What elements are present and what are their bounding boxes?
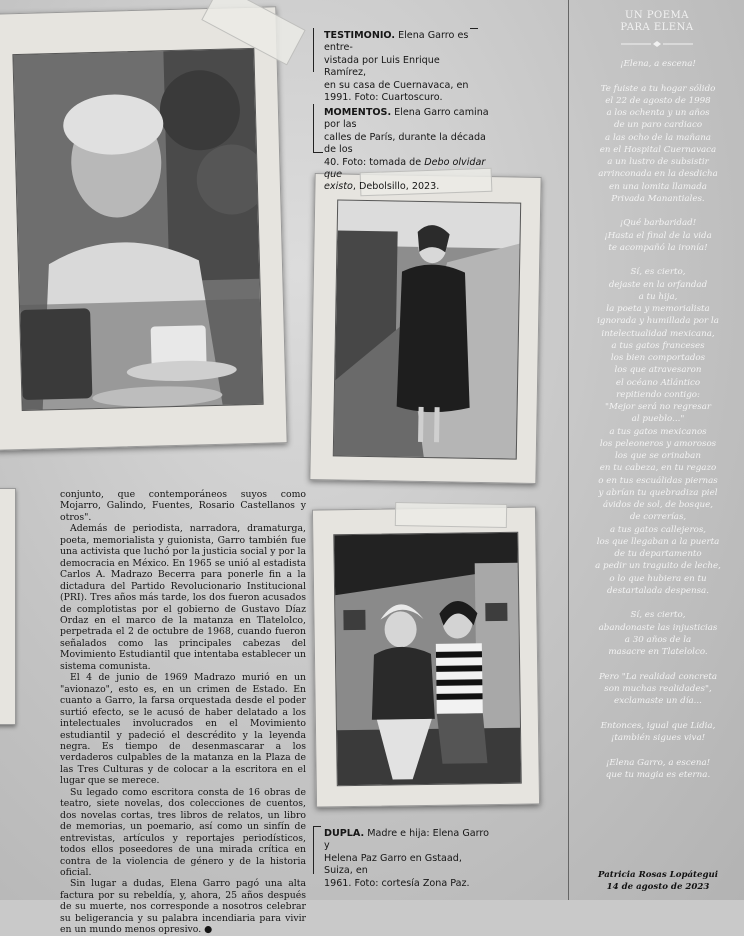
poem-line: arrinconada en la desdicha [598,169,718,180]
poem-line: o en tus escuálidas piernas [598,475,718,486]
poem-line: la poeta y memorialista [606,304,710,315]
poem-line: al pueblo..." [631,414,685,425]
caption-text: 1991. Foto: Cuartoscuro. [324,92,443,104]
poem-line: el 22 de agosto de 1998 [605,95,711,106]
caption-testimonio [324,30,484,104]
caption-dupla [324,828,489,890]
poem-stanza [573,757,743,782]
caption-text: 1961. Foto: cortesía Zona Paz. [324,877,470,889]
caption-text: Helena Paz Garro en Gstaad, Suiza, en [324,852,462,877]
caption-text: 40. Foto: tomada de [324,156,422,168]
article-paragraph: conjunto, que contemporáneos suyos como Mojarro, Galindo, Fuentes, Rosario Castellanos y otros". [60,489,306,523]
poem-stanza [573,217,743,254]
caption-text: Elena Garro camina por las [324,107,489,131]
poem-line: ignorada y humillada por la [597,316,719,327]
poem-line: Sí, es cierto, [630,267,686,278]
photo-elena-garro-walking-paris [333,199,521,459]
poem-title-line: UN POEMA [624,10,690,21]
poem-line: a 30 años de la [624,634,692,645]
article-paragraph: El 4 de junio de 1969 Madrazo murió en un "avionazo", esto es, en un crimen de Estado. En cuanto a Garro, la farsa orquestada desde el poder surtió efecto, se le acusó de haber delatado a los intelectuales involucrados en el Movimiento estudiantil y padeció el descrédito y la leyenda negra. Es tiempo de desenmascarar a los verdaderos culpables de la matanza en la Plaza de las Tres Culturas y de colocar a la escritora en el lugar que se merece. [60,672,306,787]
poem-line: que tu magia es eterna. [605,769,711,780]
poem-line: en el Hospital Cuernavaca [599,144,717,155]
photo-elena-garro-walking-paris-illustration [334,200,520,458]
poem-line: ¡Elena Garro, a escena! [605,757,711,768]
caption-rule [313,152,323,153]
article-paragraph: Su legado como escritora consta de 16 obras de teatro, siete novelas, dos colecciones de cuentos, dos novelas cortas, tres libros de relatos, un libro de memorias, un poemario, así como un sinfín de entrevistas, artículos y reportajes periodísticos, todos ellos poseedores de una mirada crítica en contra de la violencia de género y de la historia oficial. [60,786,306,878]
poem-line: los que atravesaron [614,365,702,376]
caption-book-title: Debo olvidar que [324,156,486,181]
poem-date: 14 de agosto de 2023 [606,881,710,892]
poem-line: ¡también sigues viva! [610,733,706,744]
poem-line: a tus gatos callejeros, [609,524,707,535]
poem-line: Pero "La realidad concreta [598,671,718,682]
poem-line: en tu cabeza, en tu regazo [599,463,717,474]
poem-line: ¡Hasta el final de la vida [604,230,712,241]
poem-line: y abrían tu quebradiza piel [598,487,718,498]
poem-line: repitiendo contigo: [616,389,700,400]
poem-line: Sí, es cierto, [630,610,686,621]
caption-text: Madre e hija: Elena Garro y [324,828,490,852]
poem-line: de correrías, [629,512,687,523]
poem-line: ávidos de sol, de bosque, [602,500,714,511]
poem-body [573,58,743,793]
poem-line: ¡Elena, a escena! [620,59,696,69]
poem-line: destartalada despensa. [607,585,709,596]
photo-elena-and-helena-paz-garro [333,532,522,787]
end-mark: ● [204,924,213,936]
photo-frame-dupla [312,506,540,807]
caption-text: Elena Garro es entre- [324,30,469,54]
poem-line: masacre en Tlatelolco. [608,647,708,658]
poem-line: o lo que hubiera en tu [609,573,707,584]
poem-title-line: PARA ELENA [620,22,694,33]
caption-momentos: MOMENTOS. Elena Garro camina por las calles de París, durante la década de los 40. Foto: tomada de Debo olvidar que existo, Debolsillo, 2023. [324,107,489,193]
poem-stanza [573,266,743,597]
poem-stanza [573,671,743,708]
poem-author: Patricia Rosas Lopátegui [597,870,719,880]
poem-line: el océano Atlántico [615,377,701,388]
photo-elena-garro-at-table-illustration [13,49,262,410]
photo-frame-testimonio [0,6,288,450]
article-body [60,489,306,936]
article-paragraph: Sin lugar a dudas, Elena Garro pagó una alta factura por su rebeldía, y, ahora, 25 años después de su muerte, nos corresponde a nosotros celebrar su beligerancia y su palabra incendiaria para vivir en un mundo menos opresivo. [60,878,306,936]
poem-line: a pedir un traguito de leche, [595,561,721,572]
poem-line: Entonces, igual que Lidia, [600,720,716,731]
caption-label: DUPLA. [324,828,365,839]
poem-line: son muchas realidades", [604,683,712,694]
poem-stanza [573,58,743,70]
caption-rule [313,28,314,72]
caption-rule [470,28,478,29]
caption-book-title: existo [324,181,353,193]
caption-rule [313,826,321,827]
photo-frame-momentos [309,173,541,484]
tape-strip [395,502,507,528]
article-paragraph: Además de periodista, narradora, dramaturga, poeta, memorialista y guionista, Garro también fue una activista que luchó por la justicia social y por la democracia en México. En 1965 se unió al estadista Carlos A. Madrazo Becerra para ponerle fin a la dictadura del Partido Revolucionario Institucional (PRI). Tres años más tarde, los dos fueron acusados de complotistas por el gobierno de Gustavo Díaz Ordaz en el marco de la matanza en Tlatelolco, perpetrada el 2 de octubre de 1968, cuando fueron señalados como las principales cabezas del Movimiento Estudiantil que intentaba establecer un sistema comunista. [60,523,306,672]
poem-line: exclamaste un día... [614,696,702,707]
poem-line: de un paro cardiaco [613,120,703,131]
poem-line: a un lustro de subsistir [607,157,709,168]
caption-text: vistada por Luis Enrique Ramírez, [324,54,440,79]
poem-line: a tu hija, [638,291,678,302]
poem-line: "Mejor será no regresar [604,402,712,413]
caption-text: en su casa de Cuernavaca, en [324,79,469,91]
ornament-divider-icon [621,40,693,48]
poem-line: los peleoneros y amorosos [599,438,717,449]
poem-stanza [573,609,743,658]
poem-line: a tus gatos mexicanos [609,426,707,437]
poem-line: en una lomita llamada [609,181,707,192]
photo-elena-and-helena-paz-garro-illustration [334,533,520,786]
poem-line: ¡Qué barbaridad! [619,218,697,229]
poem-line: Te fuiste a tu hogar sólido [600,83,716,94]
caption-text: calles de París, durante la década de los [324,131,486,156]
poem-line: a las ocho de la mañana [605,132,711,143]
poem-line: Privada Manantiales. [611,193,705,204]
poem-line: a tus gatos franceses [611,340,705,351]
poem-line: abandonaste las injusticias [598,622,718,633]
photo-frame-edge [0,488,16,725]
poem-line: intelectualidad mexicana, [601,328,715,339]
poem-line: los que llegaban a la puerta [596,536,720,547]
poem-line: los bien comportados [610,353,706,364]
poem-stanza [573,720,743,745]
caption-label: MOMENTOS. [324,107,392,118]
photo-elena-garro-at-table [12,48,263,411]
caption-rule [313,826,314,874]
poem-stanza [573,83,743,206]
caption-label: TESTIMONIO. [324,30,396,41]
caption-rule [313,104,314,152]
poem-line: a los ochenta y un años [606,108,710,119]
poem-title [569,10,744,34]
poem-line: los que se orinaban [615,451,701,462]
poem-line: dejaste en la orfandad [608,279,708,290]
poem-column [568,0,744,900]
poem-signature [573,870,743,893]
article-paragraph-last [60,878,306,935]
poem-line: te acompañó la ironía! [608,242,708,253]
poem-line: de tu departamento [614,549,702,560]
